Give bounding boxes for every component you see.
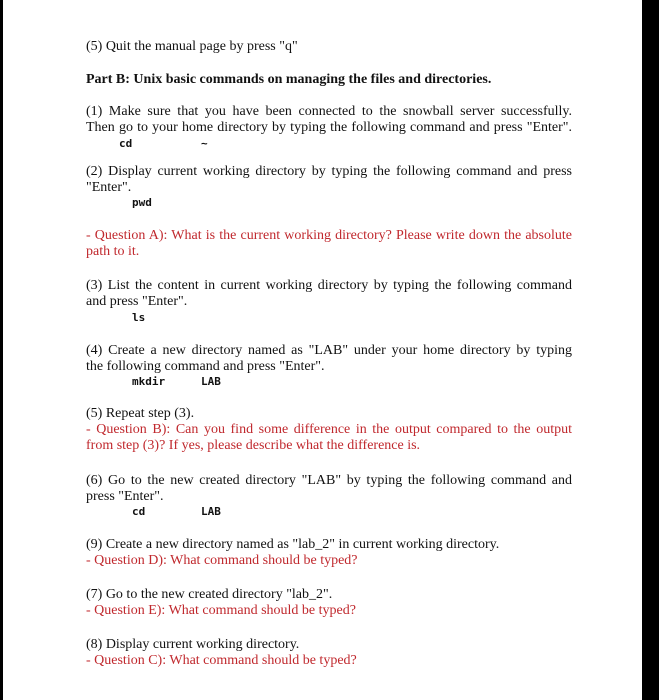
step-5-repeat: (5) Repeat step (3). [86, 406, 195, 421]
step-4-line-2: the following command and press "Enter". [86, 359, 325, 374]
command-cd-home: cd [119, 137, 133, 150]
step-1-line-1: (1) Make sure that you have been connected to the snowball server successfully. [86, 104, 572, 119]
step-2-line-1: (2) Display current working directory by typing the following command and press [86, 164, 572, 179]
step-7-line: (7) Go to the new created directory "lab_2". [86, 587, 333, 602]
question-a-line-2: path to it. [86, 244, 140, 259]
step-5-quit: (5) Quit the manual page by press "q" [86, 39, 298, 54]
step-9-line: (9) Create a new directory named as "lab_2" in current working directory. [86, 537, 500, 552]
command-ls: ls [132, 311, 146, 324]
question-b-line-2: from step (3)? If yes, please describe what the difference is. [86, 438, 421, 453]
question-b-line-1: - Question B): Can you find some difference in the output compared to the output [86, 422, 572, 437]
step-3-line-1: (3) List the content in current working directory by typing the following command [86, 278, 572, 293]
command-cd-lab: cd [132, 505, 146, 518]
step-2-line-2: "Enter". [86, 180, 132, 195]
command-mkdir: mkdir [132, 375, 166, 388]
right-border [642, 0, 659, 700]
part-b-heading: Part B: Unix basic commands on managing the files and directories. [86, 72, 492, 87]
step-3-line-2: and press "Enter". [86, 294, 188, 309]
question-d: - Question D): What command should be typed? [86, 553, 358, 568]
command-arg-lab: LAB [201, 375, 221, 388]
step-8-line: (8) Display current working directory. [86, 637, 300, 652]
question-e: - Question E): What command should be typed? [86, 603, 356, 618]
step-6-line-1: (6) Go to the new created directory "LAB" by typing the following command and [86, 473, 572, 488]
left-border [0, 0, 3, 700]
step-4-line-1: (4) Create a new directory named as "LAB" under your home directory by typing [86, 343, 572, 358]
command-arg-lab-2: LAB [201, 505, 221, 518]
step-6-line-2: press "Enter". [86, 489, 164, 504]
question-c: - Question C): What command should be typed? [86, 653, 357, 668]
command-pwd: pwd [132, 196, 152, 209]
command-arg-tilde: ~ [201, 137, 208, 150]
step-1-line-2: Then go to your home directory by typing the following command and press "Enter". [86, 120, 572, 135]
question-a-line-1: - Question A): What is the current working directory? Please write down the absolute [86, 228, 572, 243]
